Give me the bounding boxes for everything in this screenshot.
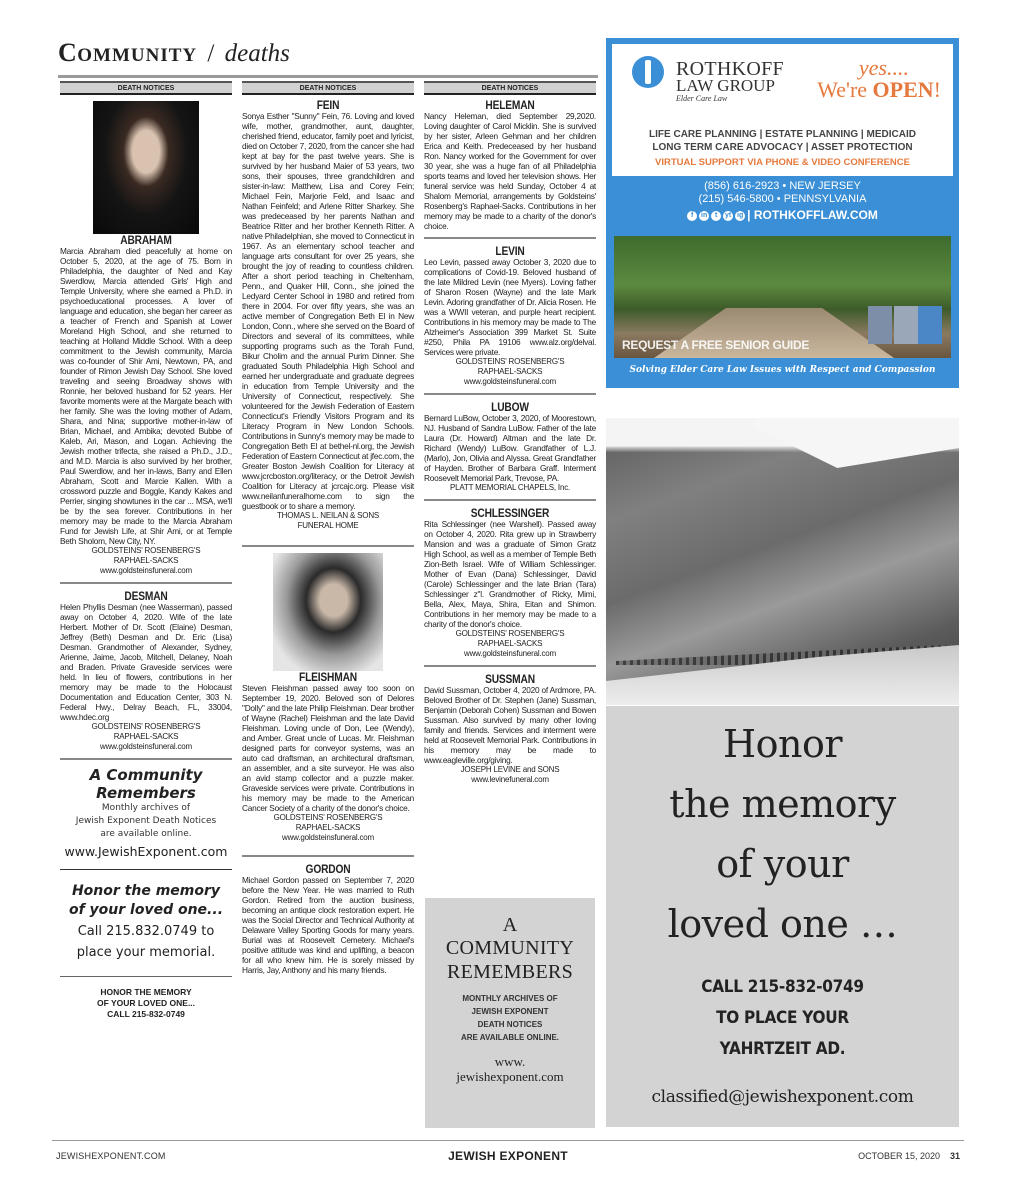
footer-date: OCTOBER 15, 2020: [858, 1151, 940, 1161]
honor-headline: of your: [716, 842, 849, 886]
small-ad-line: OF YOUR LOVED ONE...: [96, 998, 196, 1008]
firm-name-line: ROTHKOFF: [676, 58, 784, 80]
death-notices-header: DEATH NOTICES: [242, 81, 414, 95]
promo-title: Remembers: [96, 784, 196, 802]
notice-gordon: [242, 863, 414, 975]
notice-sussman: [424, 673, 596, 785]
law-tagline: Solving Elder Care Law Issues with Respect and Compassion: [629, 365, 936, 375]
funeral-home: RAPHAEL-SACKS: [113, 556, 179, 565]
services-line: LIFE CARE PLANNING | ESTATE PLANNING | MEDICAID: [649, 129, 916, 140]
promo-text: Jewish Exponent Death Notices: [75, 816, 217, 826]
notice-fein: [242, 99, 414, 531]
classified-email[interactable]: classified@jewishexponent.com: [651, 1087, 914, 1107]
call-line: CALL 215-832-0749: [701, 977, 864, 997]
facebook-icon[interactable]: f: [687, 211, 697, 221]
funeral-home-url[interactable]: www.goldsteinsfuneral.com: [100, 742, 192, 751]
page-header: [58, 38, 598, 78]
column-1: [60, 81, 232, 1020]
page-footer: [52, 1140, 964, 1170]
column-3: [424, 81, 596, 785]
phone-pa[interactable]: (215) 546-5800 • PENNSYLVANIA: [698, 193, 867, 205]
cr-text: JEWISH EXPONENT: [471, 1007, 549, 1016]
funeral-home: GOLDSTEINS' ROSENBERG'S: [91, 722, 201, 731]
open-text: OPEN: [872, 77, 934, 102]
cr-url-line: jewishexponent.com: [456, 1069, 564, 1084]
instagram-icon[interactable]: ig: [737, 211, 744, 219]
yes-script: yes....: [858, 55, 909, 80]
divider: [424, 499, 596, 501]
linkedin-icon[interactable]: in: [701, 211, 708, 219]
funeral-home: RAPHAEL-SACKS: [295, 823, 361, 832]
honor-memory-promo: [60, 882, 232, 962]
funeral-home: RAPHAEL-SACKS: [113, 732, 179, 741]
divider: [60, 582, 232, 584]
notice-name: LEVIN: [495, 244, 525, 258]
funeral-home: GOLDSTEINS' ROSENBERG'S: [455, 357, 565, 366]
funeral-home: JOSEPH LEVINE and SONS: [460, 765, 560, 774]
honor-title: of your loved one...: [68, 902, 224, 918]
portrait-photo-abraham: [93, 101, 199, 234]
divider: [242, 545, 414, 547]
guide-book-icon: [918, 306, 942, 344]
divider: [242, 855, 414, 857]
funeral-home-url[interactable]: www.goldsteinsfuneral.com: [464, 649, 556, 658]
section-name: OMMUNITY: [77, 45, 198, 66]
cr-text: MONTHLY ARCHIVES OF: [462, 994, 558, 1003]
call-to-action: [624, 972, 942, 1065]
small-honor-ad: [60, 987, 232, 1020]
cr-title: REMEMBERS: [446, 961, 574, 983]
bridge-photo: [614, 236, 951, 358]
youtube-icon[interactable]: yt: [725, 211, 732, 219]
rothkoff-law-ad[interactable]: [606, 38, 959, 388]
funeral-home-url[interactable]: www.goldsteinsfuneral.com: [464, 377, 556, 386]
funeral-home-url[interactable]: www.goldsteinsfuneral.com: [282, 833, 374, 842]
community-remembers-ad: [425, 898, 595, 1128]
small-ad-phone: CALL 215-832-0749: [107, 1009, 185, 1019]
notice-body: Sonya Esther "Sunny" Fein, 76. Loving and loved wife, mother, grandmother, aunt, daughter, cherished friend, educator, family poet and lyricist, died on October 7, 2020, from the cancer she had kept at bay for the past twelve years. She is survived by her husband Maier of 53 years, two sons, their spouses, three grandchildren and sister-in-law: Matthew, Lisa and Corey Fein; Michael Fein, Marjorie Feld, and Isaac and Nathan Feinfeld; and Arlene Ritter Sharkey. She was predeceased by her parents Nathan and Beatrice Ritter and her brother Kenneth Ritter. A native Philadelphian, she moved to Connecticut in 1967. As an elementary school teacher and language arts consultant for over 25 years, she brought the joy of reading to countless children. After a short period teaching in Cheltenham, Penn., and Quaker Hill, Conn., she joined the Ledyard Center School in 1980 and retired from there in 2004. For over fifty years, she was an active member of Congregation Beth El in New London, Conn., where she served on the Board of Directors and several of its committees, while supporting programs such as the Torah Fund, Bikur Cholim and the annual Purim Dinner. She graduated South Philadelphia High School and earned her undergraduate and graduate degrees in education from Temple University and the University of Connecticut, respectively. She volunteered for the Jewish Federation of Eastern Connecticut's Friendly Visitors Program and its Literacy Program in New London Schools. Contributions in Sunny's memory may be made to Congregation Beth El at bethel-nl.org, the Jewish Federation of Eastern Connecticut at jfec.com, the Greater Boston Jewish Coalition for Literacy at www.jcrcboston.org/literacy, or the Detroit Jewish Coalition for Literacy at jcrcajc.org. Please visit www.neilanfuneralhome.com to sign the guestbook or to share a memory.: [242, 111, 414, 511]
cr-subtitle: [425, 992, 595, 1044]
funeral-home: GOLDSTEINS' ROSENBERG'S: [455, 629, 565, 638]
exclamation: !: [933, 77, 941, 102]
notice-body: Michael Gordon passed on September 7, 2020 before the New Year. He was married to Ruth Gordon. Retired from the auction business, becoming an antique clock restoration expert. He was the Social Director and Technical Authority at Delaware Valley Sporting Goods for many years. Burial was at Roosevelt Cemetery. Michael's positive attitude was kind and uplifting, a beacon for all who knew him. He is sorely missed by Harris, Jay, Anthony and his many friends.: [242, 875, 414, 975]
honor-text: place your memorial.: [76, 945, 216, 960]
notice-body: Rita Schlessinger (nee Warshell). Passed away on October 4, 2020. Rita grew up in Strawberry Mansion and was a graduate of Simon Gratz High School, as well as a member of Temple Beth Zion-Beth Israel. Wife of William Schlessinger. Mother of Evan (Dana) Schlessinger, David (Carole) Schlessinger and the late Brian (Tara) Schlessinger z"l. Grandmother of Ricky, Mimi, Bella, Alex, Maya, Shira, Eitan and Shimon. Contributions in her memory may be made to a charity of the donor's choice.: [424, 519, 596, 629]
footer-site: JEWISHEXPONENT.COM: [56, 1151, 166, 1161]
divider: [424, 393, 596, 395]
call-line: YAHRTZEIT AD.: [719, 1039, 846, 1059]
cr-title: A: [502, 914, 518, 936]
notice-body: Bernard LuBow, October 3, 2020, of Moorestown, NJ. Husband of Sandra LuBow. Father of the late Laura (Dr. Howard) Altman and the late Dr. Richard (Wendy) LuBow. Grandfather of L.J. (Marlo), Jon, Olivia and Alyssa. Great Grandfather of Hayden. Brother of Barbara Graff. Interment Roosevelt Memorial Park, Trevose, PA.: [424, 413, 596, 483]
cr-url[interactable]: [425, 1054, 595, 1084]
notice-name: ABRAHAM: [120, 233, 172, 247]
were-text: We're: [817, 77, 868, 102]
call-line: TO PLACE YOUR: [716, 1008, 849, 1028]
promo-title: A Community: [89, 766, 203, 784]
guide-book-icon: [894, 306, 918, 344]
request-guide-cta[interactable]: REQUEST A FREE SENIOR GUIDE: [622, 338, 810, 352]
honor-headline: the memory: [669, 782, 896, 826]
law-ad-top: [612, 44, 953, 176]
western-wall-photo: [606, 418, 959, 705]
footer-publication: JEWISH EXPONENT: [448, 1149, 568, 1163]
divider: [424, 665, 596, 667]
honor-title: Honor the memory: [71, 883, 221, 899]
portrait-photo-fleishman: [273, 553, 383, 671]
law-contact: [606, 180, 959, 222]
web-row: [606, 209, 959, 222]
honor-text: Call 215.832.0749 to: [77, 924, 215, 939]
divider: [60, 869, 232, 870]
website-link[interactable]: | ROTHKOFFLAW.COM: [747, 208, 878, 222]
cr-text: ARE AVAILABLE ONLINE.: [460, 1033, 560, 1042]
notice-body: Steven Fleishman passed away too soon on September 19, 2020. Beloved son of Delores "Dolly" and the late Philip Fleishman. Dear brother of Wayne (Rachel) Fleishman and the late David Fleishman. Loving uncle of Don, Lee (Wendy), and Amber. Great uncle of Lucas. Mr. Fleishman designed parts for conveyor systems, was an auto cad draftsman, an architectural draftsman, an assembler, and a site surveyor. He was also an avid stamp collector and a puzzle maker. Graveside services were private. Contributions in his memory may be made to the American Cancer Society of a charity of the donor's choice.: [242, 683, 414, 813]
notice-name: FEIN: [316, 98, 340, 112]
section-initial: C: [58, 38, 78, 67]
promo-text: are available online.: [100, 829, 192, 839]
page-number: 31: [949, 1151, 960, 1161]
notice-abraham: [60, 101, 232, 576]
notice-name: HELEMAN: [485, 98, 535, 112]
notice-fleishman: [242, 553, 414, 843]
promo-url[interactable]: www.JewishExponent.com: [64, 844, 228, 859]
cr-text: DEATH NOTICES: [477, 1020, 543, 1029]
subsection-name: deaths: [224, 40, 290, 67]
divider: [60, 758, 232, 760]
death-notices-header: DEATH NOTICES: [60, 81, 232, 95]
funeral-home-url[interactable]: www.goldsteinsfuneral.com: [100, 566, 192, 575]
honor-headline: loved one …: [667, 902, 898, 946]
column-2: [242, 81, 414, 975]
open-message: [817, 55, 941, 102]
footer-right: [858, 1151, 960, 1161]
funeral-home: GOLDSTEINS' ROSENBERG'S: [91, 546, 201, 555]
divider: [60, 976, 232, 977]
cr-url-line: www.: [494, 1054, 526, 1069]
rothkoff-logo-icon: [632, 56, 664, 88]
small-ad-line: HONOR THE MEMORY: [100, 987, 192, 997]
funeral-home: FUNERAL HOME: [297, 521, 359, 530]
notice-lubow: [424, 401, 596, 493]
header-rule: [58, 75, 598, 78]
funeral-home: THOMAS L. NEILAN & SONS: [276, 511, 380, 520]
funeral-home-url[interactable]: www.levinefuneral.com: [471, 775, 549, 784]
section-title: [58, 38, 598, 71]
virtual-support: VIRTUAL SUPPORT VIA PHONE & VIDEO CONFERENCE: [655, 157, 910, 168]
funeral-home: PLATT MEMORIAL CHAPELS, Inc.: [449, 483, 571, 492]
services-list: [612, 128, 953, 169]
community-remembers-promo: [60, 766, 232, 861]
guide-book-icon: [868, 306, 892, 344]
services-line: LONG TERM CARE ADVOCACY | ASSET PROTECTION: [652, 142, 913, 153]
notice-body: Helen Phyllis Desman (nee Wasserman), passed away on October 4, 2020. Wife of the late Herbert. Mother of Dr. Scott (Elaine) Desman, Jeffrey (Beth) Desman and Dr. Eric (Lisa) Desman. Grandmother of Alexander, Sydney, Arienne, Jaime, Jacob, Mitchell, Delaney, Noah and Braden. Private Graveside services were held. In lieu of flowers, contributions in her memory may be made to the Holocaust Documentation and Education Center, 303 N. Federal Hwy., Delray Beach, FL, 33004, www.hdec.org: [60, 602, 232, 722]
cr-title: COMMUNITY: [445, 937, 575, 959]
notice-name: LUBOW: [491, 400, 529, 414]
notice-body: David Sussman, October 4, 2020 of Ardmore, PA. Beloved Brother of Dr. Stephen (Jane) Sussman, Benjamin (Deborah Cohen) Sussman and Bowen Sussman. Also survived by many other loving family and friends. Services and interment were held at Roosevelt Memorial Park. Contributions in his memory may be made to www.eagleville.org/giving.: [424, 685, 596, 765]
funeral-home: RAPHAEL-SACKS: [477, 367, 543, 376]
notice-body: Marcia Abraham died peacefully at home on October 5, 2020, at the age of 75. Born in Philadelphia, the daughter of Ned and Kay Swerdlow, Marcia attended Girls' High and Temple University, where she earned a Ph.D. in psychoeducational processes. A lover of language and education, she began her career as a teacher of French and Spanish at Lower Moreland High School, and she returned to teaching at Holland Middle School. With a deep commitment to the Jewish community, Marcia was co-founder of Shir Ami, Newtown, PA, and founder of Rimon Jewish Day School. She loved traveling and seeing Broadway shows with Ronnie, her beloved husband for 52 years. Her favorite moments were at the Margate beach with her family. She was the loving mother of Adam, Shara, and Nina; supportive mother-in-law of Brian, Michael, and Ambika; devoted Bubbe of Kaleb, Ari, Mason, and Logan. Achieving the Jewish mother trifecta, she raised a Ph.D., J.D., and M.D. Marcia is also survived by her brother, Paul Swerdlow, and her in-laws, Barry and Ellen Abraham, Scott and Marcie Kallen. With a crossword puzzle and Boggle, Kandy Kakes and Perrier, singing showtunes in the car ... MSA, we'll be by the sea forever. Contributions in her memory may be made to the Marcia Abraham Fund for Jewish Life, at Shir Ami, or at Temple Beth Sholom, New City, NY.: [60, 246, 232, 546]
promo-text: Monthly archives of: [101, 803, 191, 813]
notice-name: GORDON: [305, 862, 351, 876]
divider: [424, 237, 596, 239]
phone-nj[interactable]: (856) 616-2923 • NEW JERSEY: [704, 180, 861, 192]
firm-name-line: LAW GROUP: [676, 76, 775, 95]
notice-name: FLEISHMAN: [299, 670, 357, 684]
notice-body: Nancy Heleman, died September 29,2020. Loving daughter of Carol Micklin. She is survived by her sister, Arleen Gehman and her children Erica and Keith. Predeceased by her husband Ron. Nancy worked for the Government for over 30 year, she was a huge fan of all Philadelphia sports teams and loved her television shows. Her funeral service was held Sunday, October 4 at Shalom Memorial, arrangements by Goldsteins' Rosenberg's Raphael-Sacks. Contributions in her memory may be made to a charity of the donor's choice.: [424, 111, 596, 231]
firm-specialty: Elder Care Law: [676, 94, 728, 103]
funeral-home: GOLDSTEINS' ROSENBERG'S: [273, 813, 383, 822]
honor-headline: Honor: [722, 722, 843, 766]
notice-heleman: [424, 99, 596, 231]
yahrtzeit-ad: [606, 706, 959, 1127]
notice-name: SCHLESSINGER: [470, 506, 550, 520]
death-notices-header: DEATH NOTICES: [424, 81, 596, 95]
twitter-icon[interactable]: t: [711, 211, 721, 221]
notice-desman: [60, 590, 232, 752]
section-separator: /: [207, 40, 215, 67]
notice-name: SUSSMAN: [485, 672, 535, 686]
notice-name: DESMAN: [124, 589, 168, 603]
notice-schlessinger: [424, 507, 596, 659]
notice-body: Leo Levin, passed away October 3, 2020 due to complications of Covid-19. Beloved husband of the late Mildred Levin (nee Myers). Loving father of Sharon Rosen (Wayne) and the late Mark Levin. Adoring grandfather of Dr. Alicia Rosen. He was a WWII veteran, and purple heart recipient. Contributions in his memory may be made to The Alzheimer's Association 399 Market St. Suite #250, Phila PA 19106 www.alz.org/delval. Services were private.: [424, 257, 596, 357]
funeral-home: RAPHAEL-SACKS: [477, 639, 543, 648]
notice-levin: [424, 245, 596, 387]
law-firm-name: [676, 60, 784, 104]
sky: [756, 418, 959, 468]
